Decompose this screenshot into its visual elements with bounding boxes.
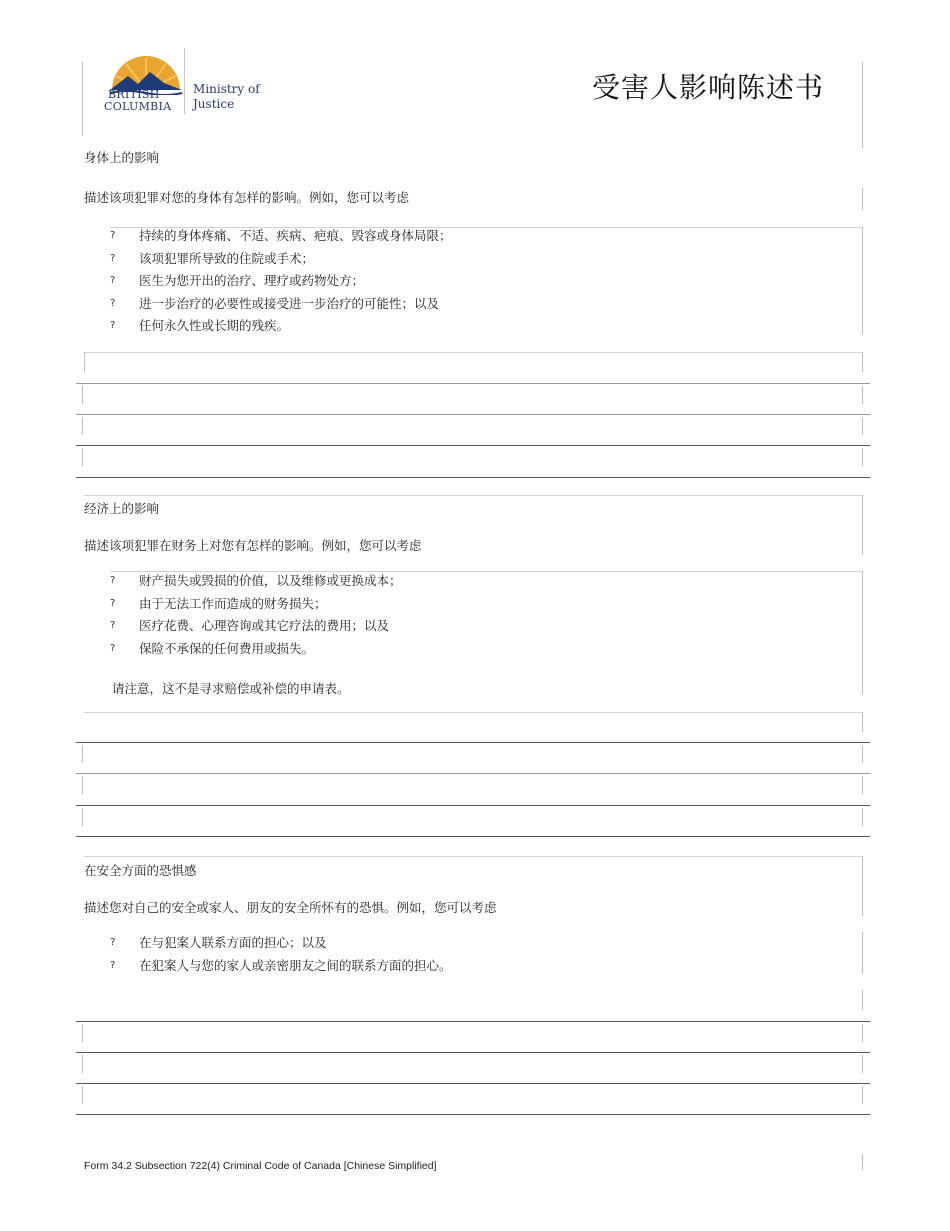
frame-right-j bbox=[862, 745, 863, 763]
frame-left-j bbox=[82, 745, 83, 763]
frame-left-r bbox=[82, 1086, 83, 1104]
section-note-financial: 请注意，这不是寻求赔偿或补偿的申请表。 bbox=[112, 681, 350, 696]
writing-line bbox=[76, 836, 870, 837]
bullet-mark: ? bbox=[110, 230, 116, 241]
ministry-line-1: Ministry of bbox=[193, 82, 260, 96]
frame-right-m bbox=[862, 856, 863, 916]
frame-right-d bbox=[862, 386, 863, 404]
writing-line bbox=[76, 477, 870, 478]
frame-right-n bbox=[862, 932, 863, 974]
section-heading-financial: 经济上的影响 bbox=[84, 501, 160, 516]
bullet-mark: ? bbox=[110, 620, 116, 631]
frame-left-d bbox=[82, 386, 83, 404]
list-item: ? 医生为您开出的治疗、理疗或药物处方； bbox=[110, 270, 452, 293]
frame-right-p bbox=[862, 1024, 863, 1042]
section-heading-physical: 身体上的影响 bbox=[84, 150, 160, 165]
logo-line-british: BRITISH bbox=[108, 88, 160, 101]
page-title: 受害人影响陈述书 bbox=[592, 71, 825, 104]
frame-left-k bbox=[82, 776, 83, 794]
frame-left-l bbox=[82, 808, 83, 826]
bullet-mark: ? bbox=[110, 959, 116, 971]
bullet-mark: ? bbox=[110, 252, 116, 264]
frame-left-c bbox=[84, 352, 85, 372]
frame-right-k bbox=[862, 776, 863, 794]
frame-right-b bbox=[862, 227, 863, 335]
writing-line bbox=[76, 742, 870, 743]
blank-box-top-2 bbox=[84, 712, 862, 713]
list-item: ? 在与犯案人联系方面的担心；以及 bbox=[110, 932, 452, 955]
section-description-safety: 描述您对自己的安全或家人、朋友的安全所怀有的恐惧。例如，您可以考虑 bbox=[84, 900, 497, 915]
list-item: ? 财产损失或毁损的价值，以及维修或更换成本； bbox=[110, 570, 402, 593]
ministry-line-2: Justice bbox=[193, 97, 235, 111]
writing-line bbox=[76, 383, 870, 384]
writing-line bbox=[76, 773, 870, 774]
list-item: ? 保险不承保的任何费用或损失。 bbox=[110, 638, 402, 661]
list-item: ? 医疗花费、心理咨询或其它疗法的费用；以及 bbox=[110, 615, 402, 638]
bullet-mark: ? bbox=[110, 575, 116, 586]
bullet-list-physical bbox=[110, 225, 452, 338]
writing-line bbox=[76, 1083, 870, 1084]
frame-right-top bbox=[862, 62, 863, 148]
bullet-mark: ? bbox=[110, 597, 116, 609]
frame-right-r bbox=[862, 1086, 863, 1104]
frame-left-f bbox=[82, 448, 83, 466]
writing-line bbox=[76, 445, 870, 446]
section-description-financial: 描述该项犯罪在财务上对您有怎样的影响。例如，您可以考虑 bbox=[84, 538, 422, 553]
section-box-top-2 bbox=[84, 495, 862, 496]
blank-box-top-1 bbox=[84, 352, 862, 353]
list-item: ? 由于无法工作而造成的财务损失； bbox=[110, 593, 402, 616]
bullet-list-safety bbox=[110, 932, 452, 977]
frame-left-top bbox=[82, 62, 83, 136]
frame-right-e bbox=[862, 417, 863, 435]
writing-line bbox=[76, 805, 870, 806]
bullet-mark: ? bbox=[110, 297, 116, 309]
list-item: ? 进一步治疗的必要性或接受进一步治疗的可能性；以及 bbox=[110, 293, 452, 316]
frame-left-e bbox=[82, 417, 83, 435]
frame-left-q bbox=[82, 1055, 83, 1073]
list-item: ? 持续的身体疼痛、不适、疾病、疤痕、毁容或身体局限； bbox=[110, 225, 452, 248]
frame-left-p bbox=[82, 1024, 83, 1042]
frame-right-g bbox=[862, 495, 863, 555]
form-footer: Form 34.2 Subsection 722(4) Criminal Code of Canada [Chinese Simplified] bbox=[84, 1160, 437, 1172]
list-item: ? 任何永久性或长期的残疾。 bbox=[110, 315, 452, 338]
frame-right-footer bbox=[862, 1154, 863, 1170]
bullet-mark: ? bbox=[110, 642, 116, 654]
writing-line bbox=[76, 1021, 870, 1022]
section-heading-safety: 在安全方面的恐惧感 bbox=[84, 863, 197, 878]
section-box-top-3 bbox=[84, 856, 862, 857]
frame-right-q bbox=[862, 1055, 863, 1073]
frame-right-o bbox=[862, 990, 863, 1010]
logo-line-columbia: COLUMBIA bbox=[104, 100, 172, 113]
frame-right-c bbox=[862, 352, 863, 372]
logo-divider bbox=[184, 48, 185, 114]
bullet-mark: ? bbox=[110, 937, 116, 948]
list-item: ? 该项犯罪所导致的住院或手术； bbox=[110, 248, 452, 271]
section-description-physical: 描述该项犯罪对您的身体有怎样的影响。例如，您可以考虑 bbox=[84, 190, 410, 205]
writing-line bbox=[76, 414, 870, 415]
writing-line bbox=[76, 1052, 870, 1053]
bc-logo bbox=[82, 46, 282, 136]
frame-right-a bbox=[862, 188, 863, 210]
frame-right-i bbox=[862, 712, 863, 732]
bullet-list-financial bbox=[110, 570, 402, 660]
frame-right-f bbox=[862, 448, 863, 466]
bullet-mark: ? bbox=[110, 320, 116, 331]
bullet-mark: ? bbox=[110, 275, 116, 286]
list-item: ? 在犯案人与您的家人或亲密朋友之间的联系方面的担心。 bbox=[110, 955, 452, 978]
writing-line bbox=[76, 1114, 870, 1115]
frame-right-h bbox=[862, 571, 863, 695]
frame-right-l bbox=[862, 808, 863, 826]
